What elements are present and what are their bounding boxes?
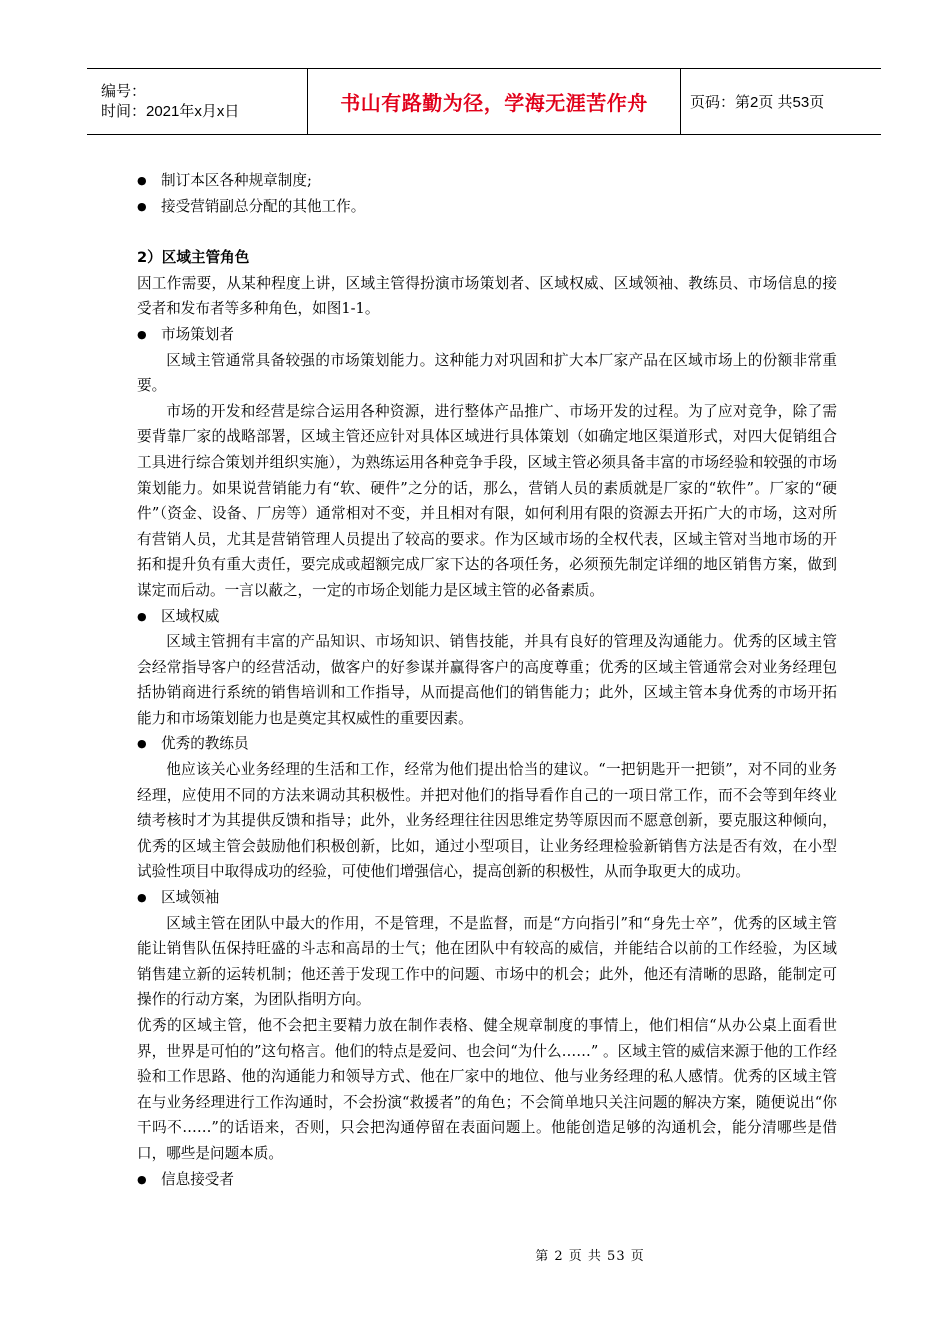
header-motto-cell [308,69,681,135]
header-page-cell [681,69,882,135]
role-paragraph: 他应该关心业务经理的生活和工作，经常为他们提出恰当的建议。“一把钥匙开一把锁”，对不同的业务经理，应使用不同的方法来调动其积极性。并把对他们的指导看作自己的一项日常工作，而不会等到年终业绩考核时才为其提供反馈和指导；此外，业务经理往往因思维定势等原因而不愿意创新，要克服这种倾向，优秀的区域主管会鼓励他们积极创新，比如，通过小型项目，让业务经理检验新销售方法是否有效，在小型试验性项目中取得成功的经验，可使他们增强信心，提高创新的积极性，从而争取更大的成功。 [137,761,837,881]
role-title-regional-leader: ● 区域领袖 [137,885,837,911]
role-title-info-receiver: ● 信息接受者 [137,1167,837,1193]
spacer [137,219,837,245]
role-title-coach: ● 优秀的教练员 [137,731,837,757]
role-paragraph: 区域主管拥有丰富的产品知识、市场知识、销售技能，并具有良好的管理及沟通能力。优秀的区域主管会经常指导客户的经营活动，做客户的好参谋并赢得客户的高度尊重；优秀的区域主管通常会对业务经理包括协销商进行系统的销售培训和工作指导，从而提高他们的销售能力；此外，区域主管本身优秀的市场开拓能力和市场策划能力也是奠定其权威性的重要因素。 [137,633,837,727]
header-page-label: 页码：第2页 共53页 [690,94,825,111]
role-title-regional-authority: ● 区域权威 [137,604,837,630]
document-header [87,68,881,135]
intro-paragraph: 因工作需要，从某种程度上讲，区域主管得扮演市场策划者、区域权威、区域领袖、教练员、市场信息的接受者和发布者等多种角色，如图1-1。 [137,274,837,318]
bullet-rules: ● 制订本区各种规章制度; [137,168,837,194]
bullet-other-work: ● 接受营销副总分配的其他工作。 [137,194,837,220]
document-body [137,168,837,1192]
role-paragraph: 区域主管在团队中最大的作用，不是管理，不是监督，而是“方向指引”和“身先士卒”，优秀的区域主管能让销售队伍保持旺盛的斗志和高昂的士气；他在团队中有较高的威信，并能结合以前的工作经验，为区域销售建立新的运转机制；他还善于发现工作中的问题、市场中的机会；此外，他还有清晰的思路，能制定可操作的行动方案，为团队指明方向。 [137,914,837,1009]
free-paragraph: 优秀的区域主管，他不会把主要精力放在制作表格、健全规章制度的事情上，他们相信“从办公桌上面看世界，世界是可怕的”这句格言。他们的特点是爱问、也会问“为什么……” 。区域主管的威信来源于他的工作经验和工作思路、他的沟通能力和领导方式、他在厂家中的地位、他与业务经理的私人感情。优秀的区域主管在与业务经理进行工作沟通时，不会扮演“救援者”的角色；不会简单地只关注问题的解决方案，随便说出“你干吗不……”的话语来，否则，只会把沟通停留在表面问题上。他能创造足够的沟通机会，能分清哪些是借口，哪些是问题本质。 [137,1017,837,1162]
role-title-market-planner: ● 市场策划者 [137,322,837,348]
header-meta-cell [87,69,308,135]
role-paragraph: 区域主管通常具备较强的市场策划能力。这种能力对巩固和扩大本厂家产品在区域市场上的份额非常重要。 [137,351,837,395]
role-paragraph: 市场的开发和经营是综合运用各种资源，进行整体产品推广、市场开发的过程。为了应对竞争，除了需要背靠厂家的战略部署，区域主管还应针对具体区域进行具体策划（如确定地区渠道形式，对四大促销组合工具进行综合策划并组织实施），为熟练运用各种竞争手段，区域主管必须具备丰富的市场经验和较强的市场策划能力。如果说营销能力有“软、硬件”之分的话，那么，营销人员的素质就是厂家的“软件”。厂家的“硬件”（资金、设备、厂房等）通常相对不变，并且相对有限，如何利用有限的资源去开拓广大的市场，这对所有营销人员，尤其是营销管理人员提出了较高的要求。作为区域市场的全权代表，区域主管对当地市场的开拓和提升负有重大责任，要完成或超额完成厂家下达的各项任务，必须预先制定详细的地区销售方案，做到谋定而后动。一言以蔽之，一定的市场企划能力是区域主管的必备素质。 [137,402,837,599]
header-motto: 书山有路勤为径，学海无涯苦作舟 [340,91,648,115]
header-number-label: 编号： [101,82,147,100]
page-footer: 第 2 页 共 53 页 [535,1249,645,1264]
section-heading: 2）区域主管角色 [137,249,250,267]
header-time-label: 时间：2021年x月x日 [101,102,240,120]
